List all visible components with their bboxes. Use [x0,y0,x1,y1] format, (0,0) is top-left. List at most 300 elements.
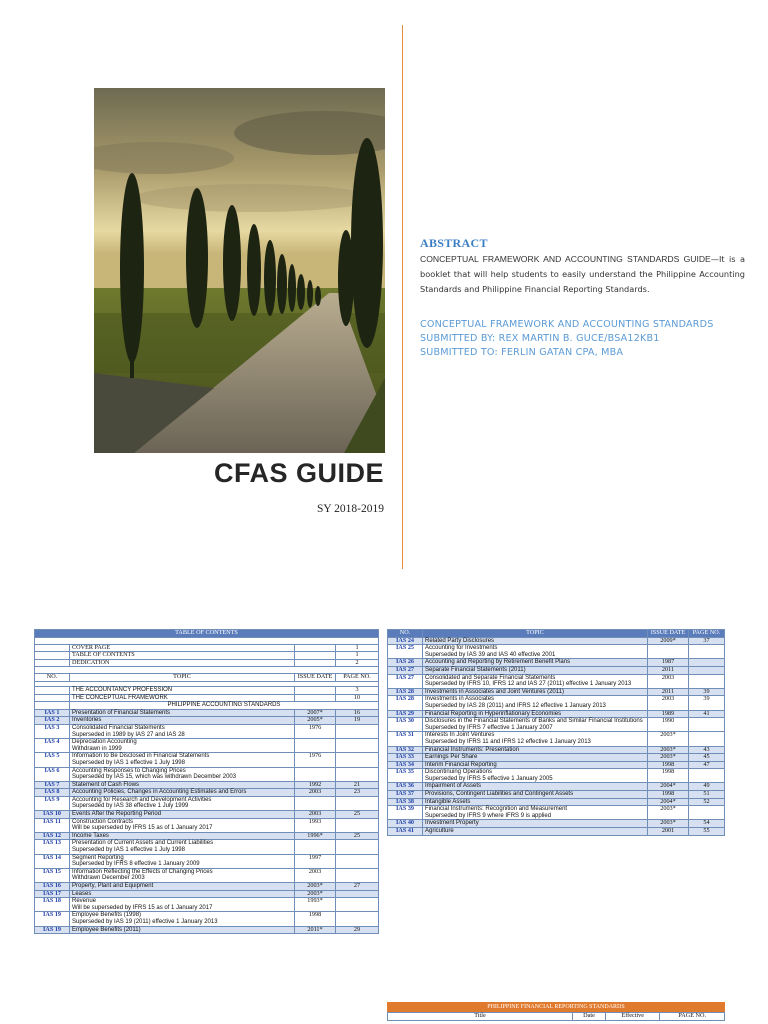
toc-code-text: IAS 41 [395,827,415,835]
toc-topic [423,820,648,828]
topic-title: Accounting and Reporting by Retirement Benefit Plans [425,659,571,666]
subtitle-line: CONCEPTUAL FRAMEWORK AND ACCOUNTING STANDARDS [420,319,714,330]
toc-row [35,789,379,797]
toc-date: 2003* [648,820,689,828]
toc-date: 2011* [295,926,336,934]
toc-page [336,818,379,832]
topic-note: Superseded by IFRS 9 where IFRS 9 is applied [425,812,552,819]
toc-date: 2003* [648,746,689,754]
pfrs-col-effective: Effective [605,1013,659,1021]
toc-page [336,796,379,810]
topic-title: Interests In Joint Ventures [425,732,495,739]
toc-topic [423,696,648,710]
toc-topic [70,724,295,738]
toc-row [35,890,379,898]
toc-code-text: IAS 38 [395,797,415,805]
topic-title: Segment Reporting [72,854,124,861]
topic-note: Superseded by IAS 15, which was withdrawn December 2003 [72,774,237,781]
toc-code-text: IAS 12 [42,831,62,839]
toc-code-text: IAS 34 [395,760,415,768]
toc-date: 2003* [648,754,689,762]
toc-topic [423,746,648,754]
toc-date: 2001 [648,828,689,836]
toc-date: 1976 [295,753,336,767]
topic-title: Depreciation Accounting [72,739,137,746]
toc-topic [70,781,295,789]
topic-title: Employee Benefits (1998) [72,912,142,919]
toc-code [388,645,423,659]
toc-topic [423,828,648,836]
pfrs-heading: PHILIPPINE FINANCIAL REPORTING STANDARDS [387,1002,725,1012]
toc-page: 51 [689,791,725,799]
topic-title: Revenue [72,898,97,905]
toc-code [35,868,70,882]
toc-row [388,769,725,783]
toc-row [35,883,379,891]
topic-title: Investment Property [425,820,479,827]
topic-title: Intangible Assets [425,798,471,805]
toc-row [35,912,379,926]
toc-row [35,832,379,840]
toc-topic [423,645,648,659]
toc-date [648,645,689,659]
topic-title: Disclosures in the Financial Statements of Banks and Similar Financial Institutions [425,718,643,725]
topic-note: Superseded by IFRS 5 effective 1 January 2005 [425,775,553,782]
topic-title: Income Taxes [72,832,109,839]
toc-topic [423,761,648,769]
topic-title: Consolidated Financial Statements [72,724,165,731]
toc-code-text: IAS 24 [395,636,415,644]
toc-code-text: IAS 7 [44,780,60,788]
toc-page [336,898,379,912]
topic-title: Separate Financial Statements (2011) [425,666,526,673]
toc-topic [70,868,295,882]
toc-row [35,854,379,868]
pas-heading: PHILIPPINE ACCOUNTING STANDARDS [70,702,379,710]
toc-page [689,806,725,820]
section-label: THE CONCEPTUAL FRAMEWORK [70,694,295,702]
toc-code [388,696,423,710]
toc-date: 2004* [648,798,689,806]
toc-code-text: IAS 11 [43,817,61,825]
topic-title: Employee Benefits (2011) [72,926,141,933]
submitted-by: SUBMITTED BY: REX MARTIN B. GUCE/BSA12KB1 [420,333,660,344]
toc-code [35,767,70,781]
toc-row [388,732,725,746]
toc-topic [70,796,295,810]
toc-code-text: IAS 6 [44,766,60,774]
toc-topic [70,767,295,781]
blank-cell [295,644,336,652]
toc-topic [70,883,295,891]
toc-code-text: IAS 32 [395,745,415,753]
blank-cell [295,652,336,660]
toc-row [388,674,725,688]
toc-row [35,926,379,934]
toc-code-text: IAS 35 [395,768,415,776]
toc-code-text: IAS 39 [395,805,415,813]
toc-page: 25 [336,832,379,840]
col-no: NO. [388,630,423,638]
toc-code-text: IAS 26 [395,658,415,666]
toc-topic [423,798,648,806]
toc-code [35,818,70,832]
toc-date: 1997 [295,854,336,868]
toc-code [388,732,423,746]
blank-cell [35,652,70,660]
front-matter-page: 1 [336,644,379,652]
toc-row [388,806,725,820]
topic-title: Leases [72,890,92,897]
col-date: ISSUE DATE [295,674,336,682]
topic-title: Earnings Per Share [425,754,478,761]
toc-date: 2003* [648,732,689,746]
topic-title: Construction Contracts [72,818,134,825]
toc-code [388,806,423,820]
toc-code [388,674,423,688]
toc-date [295,796,336,810]
school-year: SY 2018-2019 [317,503,384,515]
toc-page [689,769,725,783]
toc-date: 2003 [648,696,689,710]
toc-code-text: IAS 37 [395,790,415,798]
toc-page [336,724,379,738]
topic-title: Related Party Disclosures [425,637,495,644]
topic-title: Agriculture [425,828,454,835]
toc-code-text: IAS 36 [395,782,415,790]
toc-page: 47 [689,761,725,769]
toc-page: 23 [336,789,379,797]
toc-code-text: IAS 13 [42,839,62,847]
toc-code-text: IAS 28 [395,695,415,703]
toc-page: 43 [689,746,725,754]
toc-code-text: IAS 15 [42,867,62,875]
toc-row [35,868,379,882]
section-row [35,694,379,702]
toc-topic [70,811,295,819]
toc-table-left [34,629,379,934]
topic-note: Superseded by IAS 28 (2011) and IFRS 12 effective 1 January 2013 [425,702,606,709]
topic-note: Will be superseded by IFRS 15 as of 1 January 2017 [72,904,213,911]
topic-title: Consolidated and Separate Financial Statements [425,674,556,681]
col-topic: TOPIC [423,630,648,638]
toc-code-text: IAS 29 [395,709,415,717]
toc-code-text: IAS 17 [42,889,62,897]
toc-date: 2005* [295,717,336,725]
toc-topic [70,890,295,898]
topic-note: Withdrawn December 2003 [72,875,145,882]
toc-code-text: IAS 3 [44,723,60,731]
toc-row [35,709,379,717]
topic-note: Superseded by IAS 38 effective 1 July 1999 [72,803,189,810]
toc-topic [423,732,648,746]
toc-code [388,718,423,732]
toc-code-text: IAS 8 [44,788,60,796]
abstract-body [420,252,745,297]
toc-topic [423,710,648,718]
toc-date: 1989 [648,710,689,718]
toc-date: 2009* [648,637,689,645]
toc-page [336,739,379,753]
toc-date: 1990 [648,718,689,732]
blank-cell [295,686,336,694]
toc-code [35,739,70,753]
toc-topic [423,688,648,696]
toc-page [336,868,379,882]
toc-date: 2003 [295,789,336,797]
toc-page [336,767,379,781]
toc-page [336,840,379,854]
toc-code [35,898,70,912]
toc-code [388,769,423,783]
toc-page: 27 [336,883,379,891]
abstract-lead: CONCEPTUAL FRAMEWORK AND ACCOUNTING STANDARDS GUIDE [420,254,711,264]
toc-row [35,724,379,738]
toc-row [35,840,379,854]
topic-title: Accounting for Research and Development Activities [72,796,212,803]
front-matter-page: 1 [336,652,379,660]
topic-title: Presentation of Financial Statements [72,709,171,716]
blank-cell [295,659,336,667]
toc-page [689,645,725,659]
abstract-heading: ABSTRACT [420,236,488,250]
topic-note: Will be superseded by IFRS 15 as of 1 January 2017 [72,825,213,832]
pfrs-col-date: Date [573,1013,606,1021]
blank-cell [35,659,70,667]
topic-note: Superseded by IFRS 8 effective 1 January 2009 [72,861,200,868]
toc-code-text: IAS 19 [42,925,62,933]
topic-note: Superseded by IAS 39 and IAS 40 effective 2001 [425,651,556,658]
toc-topic [70,898,295,912]
toc-page [336,753,379,767]
toc-topic [423,637,648,645]
toc-page: 55 [689,828,725,836]
toc-page [689,732,725,746]
toc-row [35,898,379,912]
toc-topic [70,912,295,926]
blank-cell [35,644,70,652]
toc-code [35,912,70,926]
blank-cell [35,694,70,702]
toc-page: 39 [689,688,725,696]
topic-title: Accounting for Investments [425,645,498,652]
toc-code [35,796,70,810]
toc-table-right [387,629,725,836]
toc-topic [70,709,295,717]
toc-page: 19 [336,717,379,725]
toc-row [388,666,725,674]
section-label: THE ACCOUNTANCY PROFESSION [70,686,295,694]
toc-row [35,753,379,767]
toc-code-text: IAS 19 [42,911,62,919]
toc-code [388,828,423,836]
toc-page: 54 [689,820,725,828]
toc-date: 2003 [295,868,336,882]
topic-note: Superseded by IFRS 11 and IFRS 12 effective 1 January 2013 [425,738,591,745]
front-matter-label: TABLE OF CONTENTS [70,652,295,660]
topic-note: Withdrawn in 1999 [72,745,122,752]
toc-code-text: IAS 27 [395,665,415,673]
topic-title: Financial Instruments: Presentation [425,746,520,753]
toc-title-row [35,630,379,638]
cover-photo [94,88,385,453]
topic-note: Superseded by IAS 1 effective 1 July 1998 [72,759,185,766]
toc-topic [70,832,295,840]
toc-date: 1998 [648,769,689,783]
toc-date: 2003* [295,883,336,891]
blank-cell [35,686,70,694]
topic-title: Financial Reporting in Hyperinflationary Economies [425,710,562,717]
toc-row [388,645,725,659]
toc-code-text: IAS 33 [395,753,415,761]
section-page: 3 [336,686,379,694]
toc-date: 1998 [648,791,689,799]
toc-code-text: IAS 9 [44,795,60,803]
toc-code-text: IAS 1 [44,708,60,716]
blank-cell [295,694,336,702]
toc-row [35,811,379,819]
topic-title: Discontinuing Operations [425,769,493,776]
toc-date: 2011 [648,666,689,674]
toc-code-text: IAS 27 [395,673,415,681]
col-no: NO. [35,674,70,682]
toc-topic [423,659,648,667]
toc-page: 16 [336,709,379,717]
topic-note: Superseded by IFRS 10, IFRS 12 and IAS 27 (2011) effective 1 January 2013 [425,681,632,688]
toc-page: 21 [336,781,379,789]
toc-topic [423,674,648,688]
toc-row [35,739,379,753]
topic-title: Investments in Associates [425,696,495,703]
toc-page [336,912,379,926]
toc-date: 2007* [295,709,336,717]
section-row [35,686,379,694]
toc-code [35,854,70,868]
toc-row [388,718,725,732]
toc-page: 45 [689,754,725,762]
toc-topic [70,854,295,868]
vertical-divider [402,25,403,569]
topic-title: Property, Plant and Equipment [72,883,154,889]
toc-page: 39 [689,696,725,710]
toc-topic [423,718,648,732]
toc-date [295,739,336,753]
toc-date: 2011 [648,688,689,696]
toc-code-text: IAS 5 [44,752,60,760]
toc-page: 29 [336,926,379,934]
toc-page [689,674,725,688]
toc-code-text: IAS 30 [395,717,415,725]
toc-code-text: IAS 40 [395,819,415,827]
col-page: PAGE NO. [689,630,725,638]
abstract-text: —It is a booklet that will help students to easily understand the Philippine Accounting Standards and Philippine Financial Reporting Standards. [420,254,746,294]
topic-note: Superseded in 1989 by IAS 27 and IAS 28 [72,731,185,738]
toc-topic [423,783,648,791]
toc-date: 1998 [648,761,689,769]
pfrs-table-header [387,1012,725,1021]
toc-code-text: IAS 18 [42,897,62,905]
pfrs-col-title: Title [388,1013,573,1021]
toc-code [35,840,70,854]
toc-row [35,767,379,781]
topic-title: Information to Be Disclosed in Financial Statements [72,753,210,760]
topic-title: Accounting Policies, Changes in Accounting Estimates and Errors [72,789,247,796]
toc-code-text: IAS 28 [395,687,415,695]
toc-topic [423,806,648,820]
toc-code-text: IAS 31 [395,731,415,739]
toc-topic [70,818,295,832]
toc-date: 1993* [295,898,336,912]
toc-date: 1998 [295,912,336,926]
toc-date: 1993 [295,818,336,832]
toc-code-text: IAS 16 [42,882,62,889]
toc-row [388,828,725,836]
toc-code-text: IAS 4 [44,738,60,746]
toc-topic [70,717,295,725]
toc-code [35,753,70,767]
front-matter-row [35,659,379,667]
toc-page: 41 [689,710,725,718]
toc-date: 2003* [648,806,689,820]
toc-topic [423,666,648,674]
toc-topic [423,769,648,783]
toc-code-text: IAS 25 [395,644,415,652]
toc-date: 1987 [648,659,689,667]
topic-title: Interim Financial Reporting [425,761,497,768]
toc-page [336,890,379,898]
pas-heading-row [35,702,379,710]
toc-date: 1976 [295,724,336,738]
toc-date: 2003* [295,890,336,898]
front-matter-label: DEDICATION [70,659,295,667]
toc-date [295,840,336,854]
toc-row [35,717,379,725]
column-header-row [35,674,379,682]
toc-page: 49 [689,783,725,791]
toc-topic [70,753,295,767]
toc-page: 25 [336,811,379,819]
cover-title: CFAS GUIDE [213,458,384,488]
toc-topic [70,789,295,797]
topic-note: Superseded by IAS 1 effective 1 July 1998 [72,847,185,854]
topic-title: Impairment of Assets [425,783,482,790]
toc-code-text: IAS 2 [44,716,60,724]
col-date: ISSUE DATE [648,630,689,638]
topic-title: Events After the Reporting Period [72,811,162,818]
topic-note: Superseded by IAS 19 (2011) effective 1 January 2013 [72,918,218,925]
submitted-to: SUBMITTED TO: FERLIN GATAN CPA, MBA [420,347,624,358]
toc-date: 2003 [648,674,689,688]
topic-title: Financial Instruments: Recognition and Measurement [425,806,568,813]
topic-title: Accounting Responses to Changing Prices [72,767,186,774]
toc-code-text: IAS 10 [42,810,62,818]
toc-row [35,818,379,832]
toc-page [689,666,725,674]
toc-date [295,767,336,781]
topic-note: Superseded by IFRS 7 effective 1 January 2007 [425,724,553,731]
toc-row [388,637,725,645]
section-page: 10 [336,694,379,702]
toc-topic [423,791,648,799]
toc-date: 1996* [295,832,336,840]
pfrs-col-page: PAGE NO. [660,1013,725,1021]
toc-row [35,781,379,789]
toc-code [35,926,70,934]
topic-title: Presentation of Current Assets and Current Liabilities [72,840,214,847]
front-matter-page: 2 [336,659,379,667]
toc-page: 37 [689,637,725,645]
topic-title: Investments in Associates and Joint Ventures (2011) [425,688,564,695]
